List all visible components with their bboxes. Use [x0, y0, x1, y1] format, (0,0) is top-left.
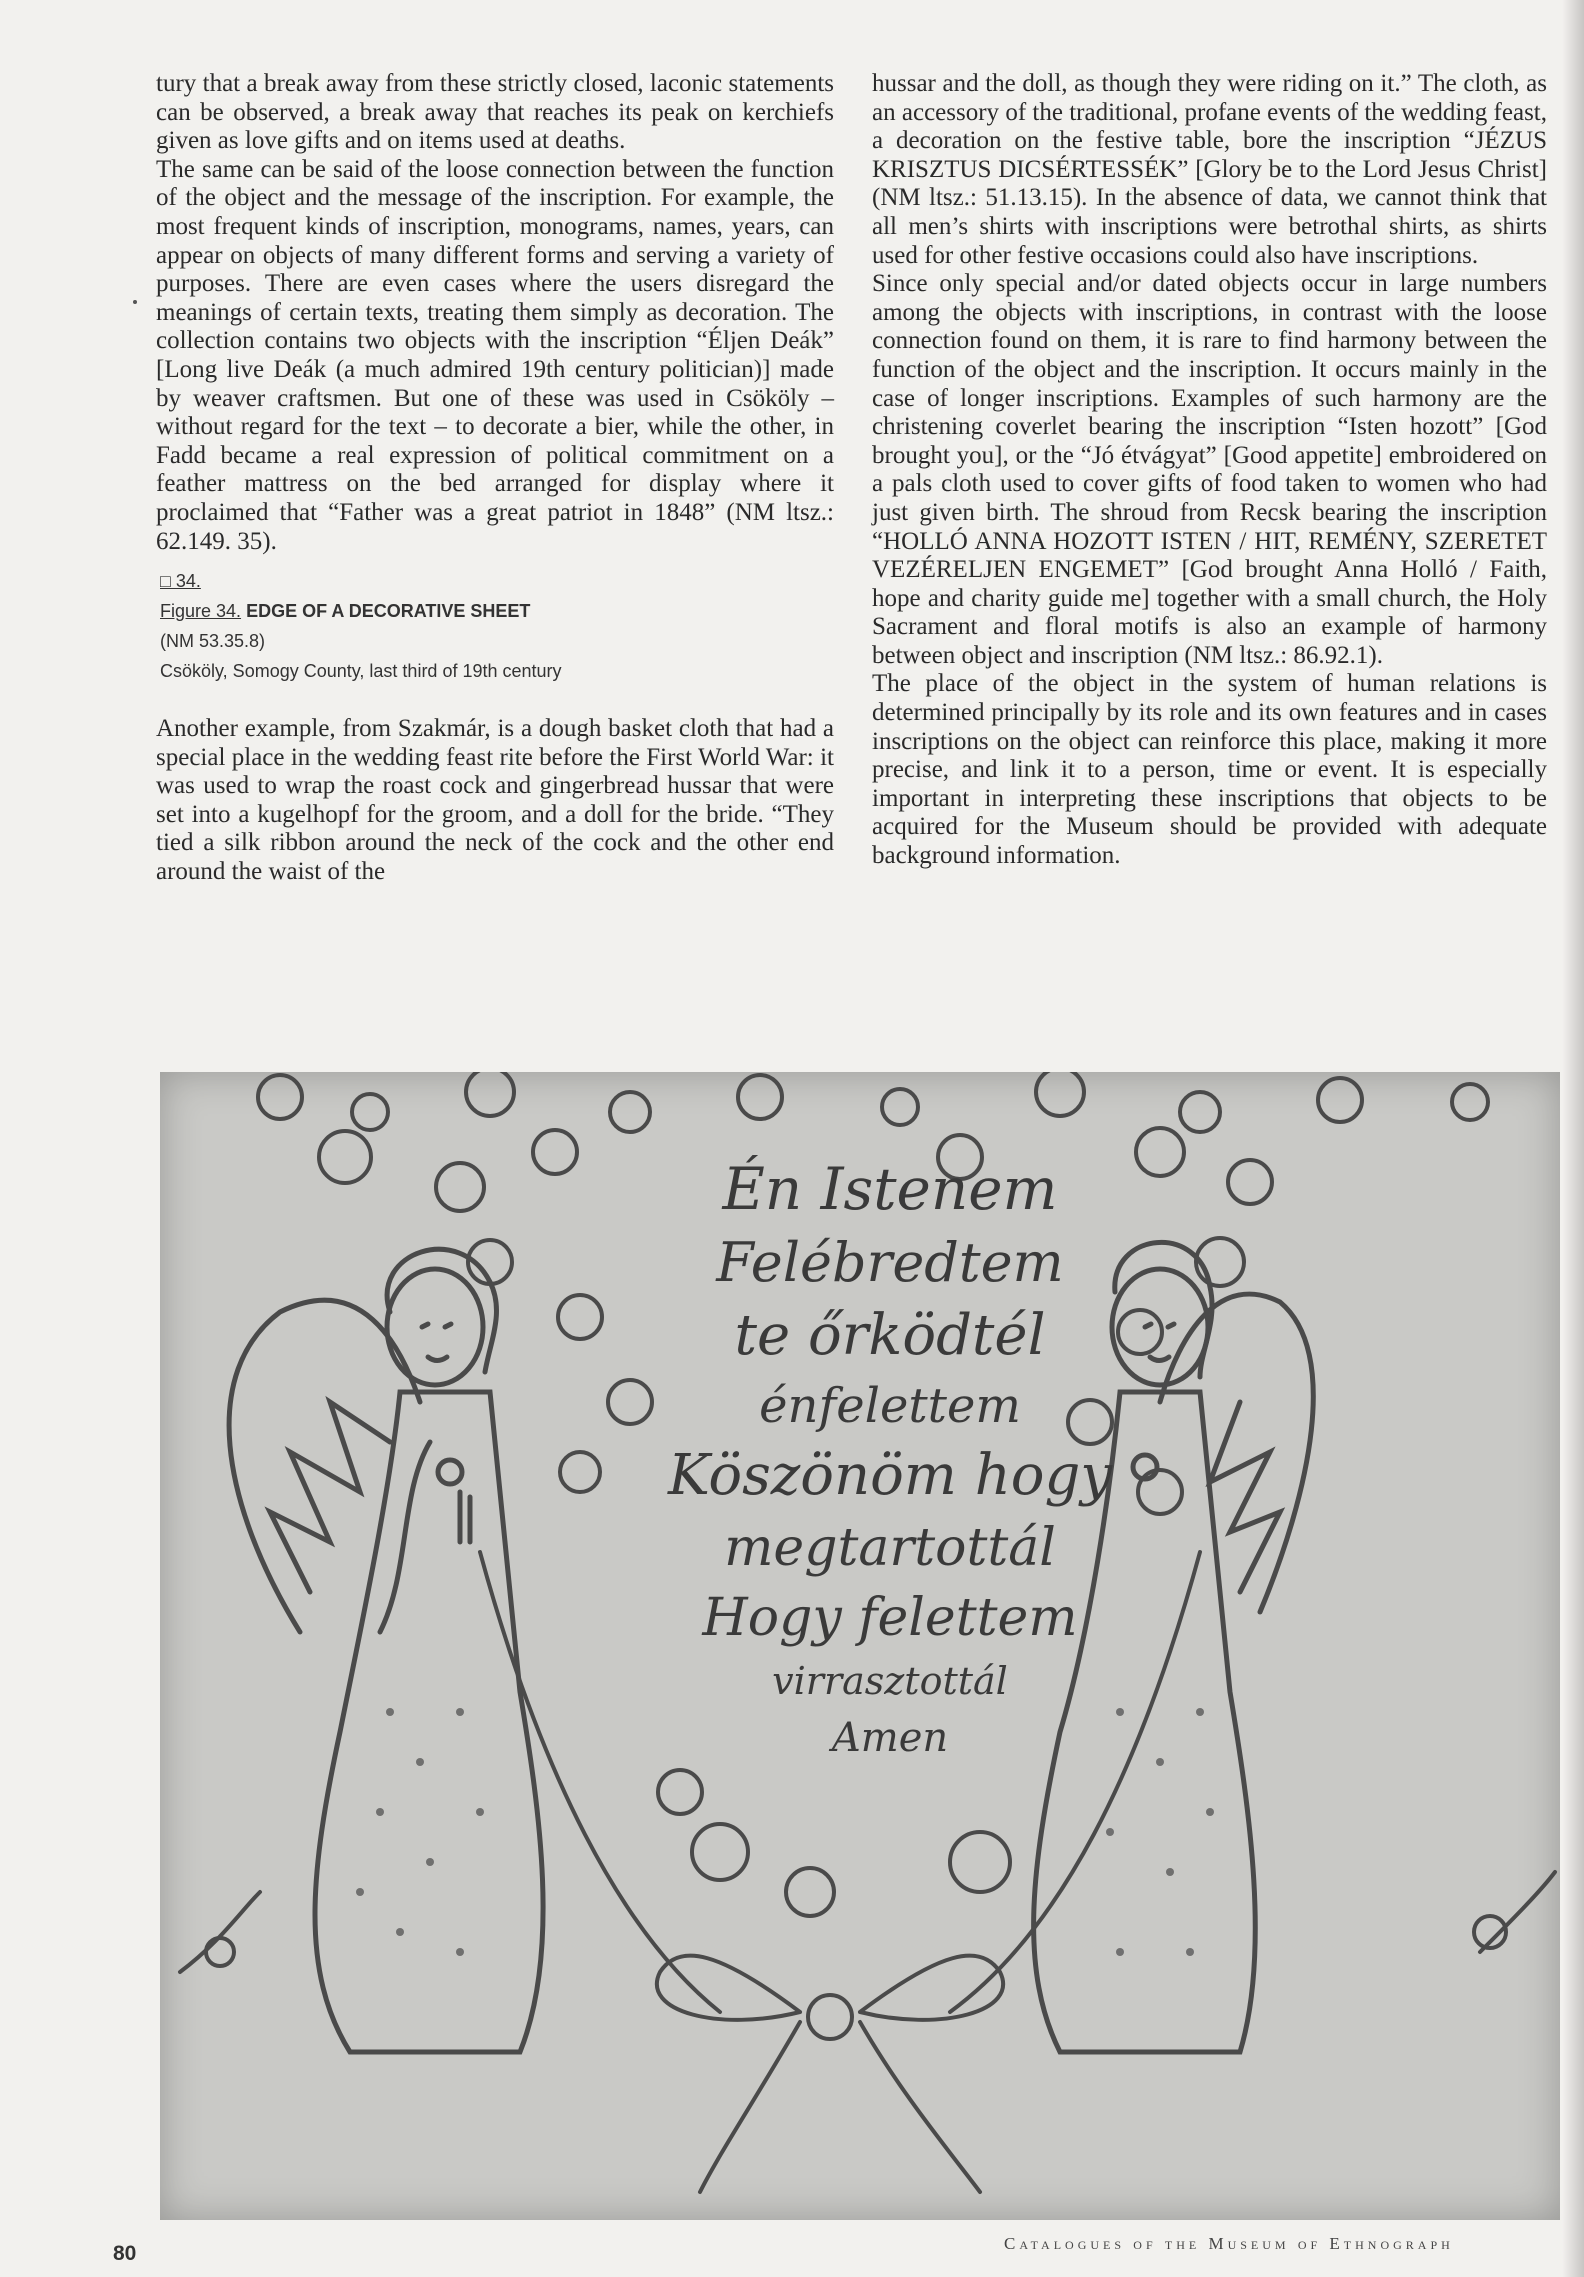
inscription-line-7: Hogy felettem [702, 1588, 1078, 1648]
side-sprigs [180, 1872, 1555, 1972]
inscription-line-4: énfelettem [759, 1378, 1021, 1434]
figure-icon-ref[interactable]: □ 34. [160, 571, 201, 592]
inscription-line-5: Köszönöm hogy [668, 1443, 1112, 1508]
inscription-line-6: megtartottál [724, 1518, 1056, 1578]
inscription-line-9: Amen [831, 1715, 949, 1761]
figure-title: EDGE OF A DECORATIVE SHEET [246, 601, 531, 622]
running-footer-title: Catalogues of the Museum of Ethnograph [1004, 2234, 1454, 2253]
left-column [156, 70, 834, 887]
inscription-line-1: Én Istenem [722, 1155, 1058, 1223]
left-paragraph-1: tury that a break away from these strictly closed, laconic statements can be observed, a break away that reaches its peak on kerchiefs given as love gifts and on items used at deaths. [156, 70, 834, 155]
right-paragraph-1: hussar and the doll, as though they were riding on it.” The cloth, as an accessory of the traditional, profane events of the wedding feast, a decoration on the festive table, bore the inscription “JÉZUS KRISZTUS DICSÉRTESSÉK” [Glory be to the Lord Jesus Christ] (NM ltsz.: 51.13.15). In the absence of data, we cannot think that all men’s shirts with inscriptions were betrothal shirts, as shirts used for other festive occasions could also have inscriptions. [872, 70, 1547, 269]
inscription-line-3: te őrködtél [734, 1303, 1046, 1368]
left-angel [229, 1249, 543, 2052]
inscription-line-2: Felébredtem [716, 1231, 1064, 1294]
page-number: 80 [113, 2242, 137, 2265]
figure-caption [160, 568, 834, 685]
margin-mark [133, 300, 137, 304]
figure-ref-link[interactable]: Figure 34. [160, 601, 242, 622]
left-paragraph-2: The same can be said of the loose connection between the function of the object and the message of the inscription. For example, the most frequent kinds of inscription, monograms, names, years, can appear on objects of many different forms and serving a variety of purposes. There are even cases where the users disregard the meanings of certain texts, treating them simply as decoration. The collection contains two objects with the inscription “Éljen Deák” [Long live Deák (a much admired 19th century politician)] made by weaver craftsmen. But one of these was used in Csököly – without regard for the text – to decorate a bier, while the other, in Fadd became a real expression of political commitment on a feather mattress on the bed arranged for display where it proclaimed that “Father was a great patriot in 1848” (NM ltsz.: 62.149. 35). [156, 155, 834, 555]
right-paragraph-3: The place of the object in the system of human relations is determined principally by its role and its own features and in cases inscriptions on the object can reinforce this place, making it more precise, and link it to a person, time or event. It is especially important in interpreting these inscriptions that objects to be acquired for the Museum should be provided with adequate background information. [872, 670, 1547, 870]
figure-origin: Csököly, Somogy County, last third of 19th century [160, 661, 562, 682]
inscription-line-8: virrasztottál [772, 1659, 1008, 1703]
right-column [872, 70, 1547, 871]
left-paragraph-3: Another example, from Szakmár, is a dough basket cloth that had a special place in the wedding feast rite before the First World War: it was used to wrap the roast cock and gingerbread hussar that were set into a kugelhopf for the groom, and a doll for the bride. “They tied a silk ribbon around the neck of the cock and the other end around the waist of the [156, 715, 834, 886]
embroidered-sheet-photo [160, 1072, 1560, 2220]
figure-inventory: (NM 53.35.8) [160, 631, 266, 652]
right-paragraph-2: Since only special and/or dated objects occur in large numbers among the objects with inscriptions, in contrast with the loose connection found on them, it is rare to find harmony between the function of the object and the inscription. It occurs mainly in the case of longer inscriptions. Examples of such harmony are the christening coverlet bearing the inscription “Isten hozott” [God brought you], or the “Jó étvágyat” [Good appetite] embroidered on a pals cloth used to cover gifts of food taken to women who had just given birth. The shroud from Recsk bearing the inscription “HOLLÓ ANNA HOZOTT ISTEN / HIT, REMÉNY, SZERETET VEZÉRELJEN ENGEMET” [God brought Anna Holló / Faith, hope and charity guide me] together with a small church, the Holy Sacrament and floral motifs is also an example of harmony between object and inscription (NM ltsz.: 86.92.1). [872, 270, 1547, 669]
embroidered-inscription [630, 1155, 1150, 1776]
page-gutter-shadow [1562, 0, 1584, 2277]
